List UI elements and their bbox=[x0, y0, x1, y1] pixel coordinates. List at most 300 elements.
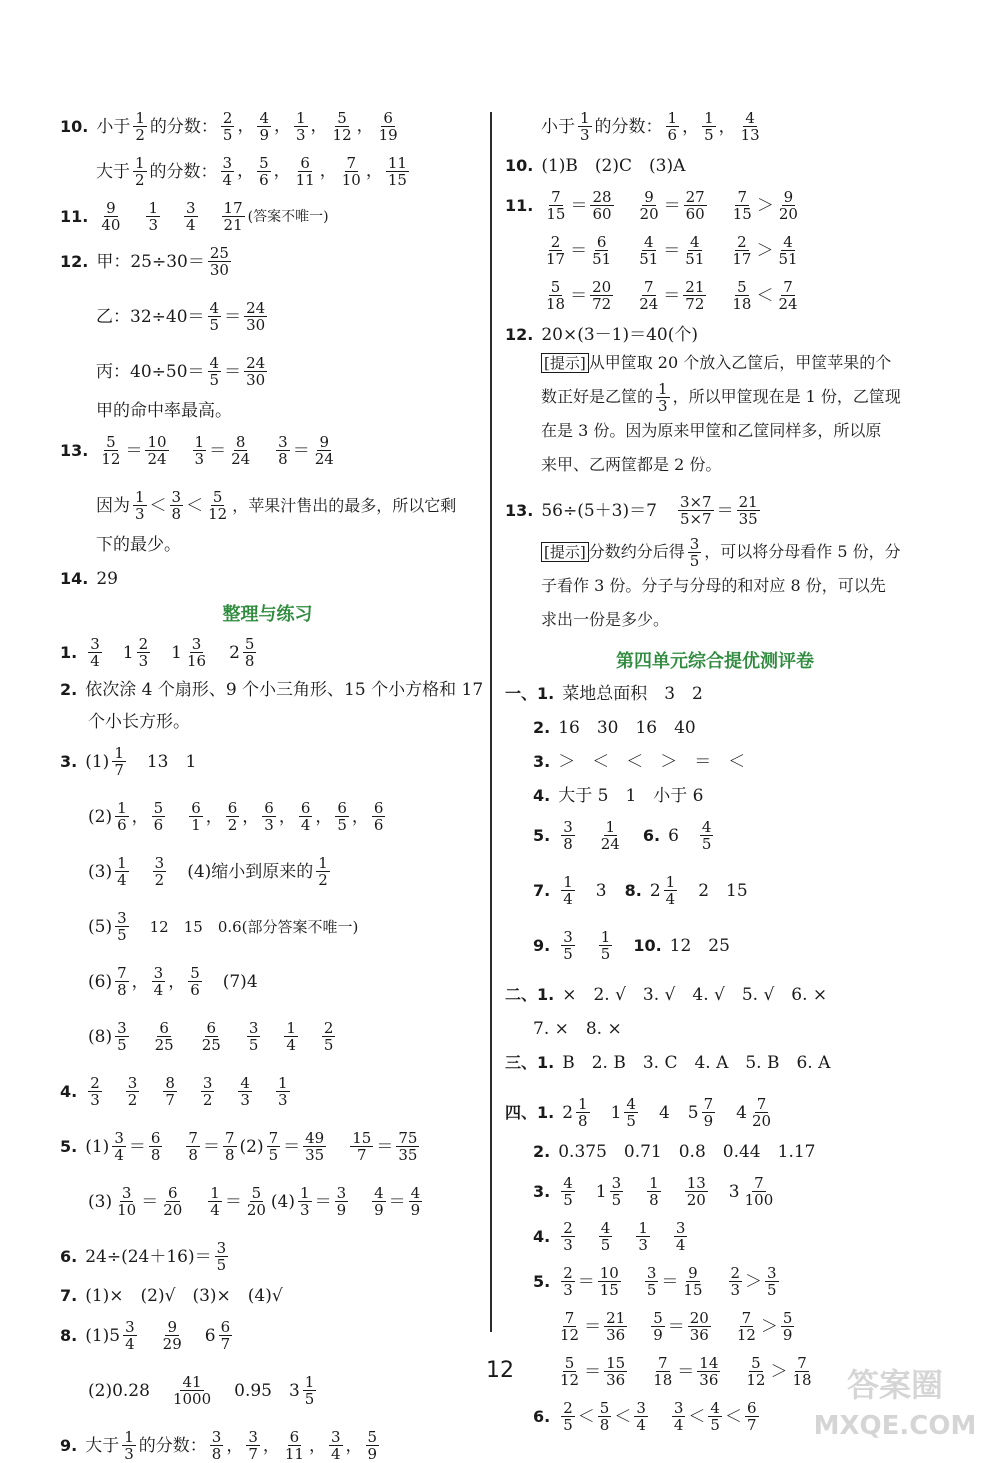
denominator: 3 bbox=[563, 1281, 573, 1299]
denominator: 10 bbox=[117, 1201, 137, 1219]
fraction bbox=[561, 1400, 575, 1433]
fraction bbox=[299, 800, 313, 833]
numerator: 8 bbox=[165, 1074, 175, 1092]
fraction bbox=[298, 1185, 312, 1218]
denominator: 4 bbox=[114, 1146, 124, 1164]
fraction bbox=[257, 155, 271, 188]
q13-text1: 因为 bbox=[96, 495, 130, 516]
fraction bbox=[146, 200, 160, 233]
fraction bbox=[215, 1240, 229, 1273]
r3-3: (3) bbox=[88, 861, 113, 882]
fraction bbox=[598, 1400, 612, 1433]
numerator: 6 bbox=[337, 799, 347, 817]
r5-3: (3) bbox=[88, 1191, 113, 1212]
t1-label: 一、1. bbox=[505, 684, 555, 703]
numerator: 14 bbox=[699, 1354, 719, 1372]
denominator: 15 bbox=[599, 1281, 619, 1299]
rq11-label: 11. bbox=[505, 195, 534, 215]
r5-label: 5. bbox=[60, 1136, 78, 1156]
numerator: 20 bbox=[592, 278, 612, 296]
fraction bbox=[244, 355, 267, 388]
t4-2-line bbox=[505, 1141, 925, 1163]
q14-line bbox=[60, 568, 475, 590]
rq12-hint-2b: ，所以甲筐现在是 1 份，乙筐现 bbox=[672, 387, 901, 406]
denominator: 7 bbox=[114, 761, 124, 779]
rq10-label: 10. bbox=[505, 156, 534, 175]
numerator: 10 bbox=[147, 433, 167, 451]
denominator: 4 bbox=[222, 171, 233, 189]
numerator: 4 bbox=[240, 1074, 250, 1092]
r3-2-line: (2) $\frac{1}{6}$ ， $\frac{5}{6}$ $\frac{6}{1}$ ， $\frac{6}{2}$ ， $\frac{6}{3}$ ， $\frac{6}{4}$ ， $\frac{6}{5}$ ， $\frac{6}{6}$ bbox=[88, 799, 384, 834]
numerator: 9 bbox=[106, 199, 116, 217]
fraction bbox=[208, 355, 222, 388]
numerator: 1 bbox=[300, 1184, 310, 1202]
numerator: 3 bbox=[191, 635, 202, 653]
denominator: 5 bbox=[304, 1390, 315, 1408]
fraction bbox=[208, 245, 231, 278]
numerator: 2 bbox=[550, 233, 561, 251]
numerator: 5 bbox=[244, 635, 255, 653]
denominator: 5 bbox=[248, 1036, 259, 1054]
denominator: 5 bbox=[216, 1256, 227, 1274]
r7-line bbox=[60, 1285, 475, 1307]
numerator: 3 bbox=[330, 1428, 341, 1446]
denominator: 29 bbox=[162, 1335, 182, 1353]
denominator: 20 bbox=[639, 205, 659, 223]
numerator: 4 bbox=[259, 109, 269, 127]
numerator: 1 bbox=[304, 1373, 315, 1391]
t4-1-line: 四、1. 2 $\frac{1}{8}$ 1 $\frac{4}{5}$ 4 5 $\frac{7}{9}$ 4 $\frac{7}{20}$ bbox=[505, 1095, 772, 1130]
denominator: 12 bbox=[560, 1371, 580, 1389]
q12-yi: 乙：32÷40＝ bbox=[96, 306, 205, 327]
fraction bbox=[737, 494, 760, 527]
denominator: 9 bbox=[336, 1201, 347, 1219]
t4-5-label: 5. bbox=[533, 1271, 551, 1291]
numerator: 3 bbox=[646, 1264, 657, 1282]
numerator: 6 bbox=[227, 799, 238, 817]
fraction bbox=[558, 1310, 581, 1343]
r3-label: 3. bbox=[60, 751, 78, 771]
denominator: 24 bbox=[600, 835, 620, 853]
fraction bbox=[238, 1075, 252, 1108]
fraction bbox=[226, 800, 240, 833]
numerator: 1 bbox=[117, 854, 127, 872]
denominator: 18 bbox=[546, 295, 566, 313]
numerator: 1 bbox=[658, 380, 668, 398]
fraction bbox=[340, 155, 363, 188]
numerator: 3 bbox=[117, 909, 127, 927]
denominator: 4 bbox=[185, 216, 196, 234]
denominator: 25 bbox=[201, 1036, 221, 1054]
numerator: 6 bbox=[373, 799, 384, 817]
denominator: 4 bbox=[636, 1416, 646, 1434]
fraction bbox=[350, 1130, 373, 1163]
denominator: 3 bbox=[90, 1091, 100, 1109]
r3-8: (8) bbox=[88, 1026, 113, 1047]
fraction bbox=[645, 1265, 659, 1298]
fraction bbox=[247, 1020, 261, 1053]
numerator: 7 bbox=[754, 1174, 764, 1192]
numerator: 6 bbox=[300, 154, 310, 172]
t1-8-tail: 2 15 bbox=[698, 880, 748, 901]
denominator: 2 bbox=[127, 1091, 138, 1109]
fraction bbox=[776, 279, 799, 312]
numerator: 5 bbox=[599, 1399, 610, 1417]
fraction bbox=[781, 1310, 795, 1343]
denominator: 30 bbox=[209, 261, 229, 279]
denominator: 7 bbox=[165, 1091, 175, 1109]
rq11-line-1: 11. $\frac{7}{15}$ ＝ $\frac{28}{60}$ $\frac{9}{20}$ ＝ $\frac{27}{60}$ $\frac{7}{15}$ ＞ $\frac{9}{20}$ bbox=[505, 188, 798, 223]
fraction bbox=[777, 189, 800, 222]
t1-6: 6 bbox=[668, 825, 679, 846]
denominator: 11 bbox=[284, 1445, 304, 1463]
fraction bbox=[636, 1220, 650, 1253]
denominator: 60 bbox=[685, 205, 705, 223]
t1-9-label: 9. bbox=[533, 935, 551, 955]
fraction bbox=[590, 189, 613, 222]
numerator: 3 bbox=[222, 154, 233, 172]
fraction bbox=[729, 1265, 743, 1298]
fraction bbox=[604, 1310, 627, 1343]
fraction bbox=[730, 279, 753, 312]
numerator: 8 bbox=[235, 433, 246, 451]
denominator: 5 bbox=[689, 552, 700, 570]
r5-line-2: (3) $\frac{3}{10}$ ＝ $\frac{6}{20}$ $\frac{1}{4}$ ＝ $\frac{5}{20}$ (4) $\frac{1}{3}$ ＝ $\frac{3}{9}$ $\frac{4}{9}$ ＝ $\frac{4}{9}$ bbox=[88, 1184, 421, 1219]
t4-5-line-2: $\frac{7}{12}$ ＝ $\frac{21}{36}$ $\frac{5}{9}$ ＝ $\frac{20}{36}$ $\frac{7}{12}$ ＞ $\frac{5}{9}$ bbox=[560, 1309, 793, 1344]
numerator: 3×7 bbox=[679, 493, 712, 511]
fraction bbox=[735, 1310, 758, 1343]
numerator: 3 bbox=[689, 535, 700, 553]
numerator: 6 bbox=[300, 799, 311, 817]
denominator: 5 bbox=[701, 835, 712, 853]
numerator: 9 bbox=[688, 1264, 698, 1282]
separator: ， bbox=[237, 161, 255, 181]
numerator: 1 bbox=[148, 199, 158, 217]
denominator: 19 bbox=[378, 126, 398, 144]
fraction bbox=[681, 1265, 704, 1298]
fraction bbox=[683, 234, 706, 267]
rq10-text: (1)B (2)C (3)A bbox=[541, 156, 686, 176]
numerator: 5 bbox=[337, 109, 347, 127]
denominator: 20 bbox=[163, 1201, 183, 1219]
t2-line2: 7. × 8. × bbox=[533, 1019, 622, 1039]
numerator: 2 bbox=[737, 233, 747, 251]
denominator: 7 bbox=[220, 1335, 231, 1353]
denominator: 18 bbox=[792, 1371, 812, 1389]
denominator: 3 bbox=[300, 1201, 310, 1219]
denominator: 9 bbox=[653, 1326, 663, 1344]
fraction bbox=[221, 110, 235, 143]
denominator: 9 bbox=[367, 1445, 378, 1463]
t1-2: 16 30 16 40 bbox=[558, 718, 696, 738]
numerator: 2 bbox=[222, 109, 233, 127]
numerator: 1 bbox=[117, 799, 127, 817]
denominator: 1 bbox=[191, 816, 201, 834]
denominator: 5 bbox=[209, 316, 220, 334]
separator: ， bbox=[237, 116, 255, 136]
denominator: 8 bbox=[171, 505, 182, 523]
numerator: 5 bbox=[564, 1354, 575, 1372]
denominator: 5 bbox=[222, 126, 233, 144]
q11-line bbox=[60, 200, 475, 233]
fraction bbox=[664, 874, 678, 907]
t3-text: B 2. B 3. C 4. A 5. B 6. A bbox=[562, 1053, 831, 1073]
q11-values bbox=[96, 200, 247, 233]
denominator: 5 bbox=[209, 371, 220, 389]
fraction bbox=[188, 965, 202, 998]
fraction bbox=[765, 1265, 779, 1298]
q10-greater-values bbox=[218, 155, 412, 188]
rq13-hint bbox=[505, 535, 925, 637]
fraction bbox=[739, 110, 762, 143]
fraction bbox=[88, 636, 102, 669]
numerator: 4 bbox=[690, 233, 700, 251]
numerator: 1 bbox=[210, 1184, 220, 1202]
fraction bbox=[335, 800, 349, 833]
numerator: 2 bbox=[90, 1074, 100, 1092]
denominator: 20 bbox=[752, 1112, 772, 1130]
denominator: 6 bbox=[117, 816, 127, 834]
fraction bbox=[206, 489, 229, 522]
numerator: 5 bbox=[259, 154, 269, 172]
denominator: 5 bbox=[626, 1112, 636, 1130]
fraction bbox=[210, 1429, 224, 1462]
fraction bbox=[193, 434, 207, 467]
t4-3-label: 3. bbox=[533, 1181, 551, 1201]
denominator: 4 bbox=[125, 1335, 135, 1353]
t1-8-label: 8. bbox=[624, 880, 642, 900]
fraction bbox=[610, 1175, 624, 1208]
numerator: 6 bbox=[220, 1318, 231, 1336]
q13-explain-2 bbox=[60, 534, 475, 556]
denominator: 5 bbox=[710, 1416, 720, 1434]
r3-1-line bbox=[60, 745, 475, 778]
numerator: 49 bbox=[305, 1129, 325, 1147]
fraction bbox=[638, 189, 661, 222]
r2-text2: 个小长方形。 bbox=[88, 712, 190, 732]
r3-8-line bbox=[60, 1020, 475, 1053]
numerator: 4 bbox=[701, 818, 712, 836]
q10-greater-tail: 的分数： bbox=[149, 161, 218, 182]
numerator: 15 bbox=[352, 1129, 372, 1147]
fraction bbox=[683, 279, 706, 312]
fraction bbox=[637, 234, 660, 267]
numerator: 5 bbox=[212, 488, 223, 506]
fraction bbox=[678, 494, 714, 527]
q14-label: 14. bbox=[60, 569, 89, 588]
fraction bbox=[702, 1096, 716, 1129]
t1-4: 大于 5 1 小于 6 bbox=[558, 786, 704, 806]
fraction bbox=[656, 381, 670, 414]
r6-text: 24÷(24＋16)＝ bbox=[85, 1246, 212, 1267]
numerator: 4 bbox=[410, 1184, 421, 1202]
numerator: 6 bbox=[289, 1428, 300, 1446]
q12-conclusion-text: 甲的命中率最高。 bbox=[96, 401, 232, 421]
denominator: 18 bbox=[653, 1371, 673, 1389]
denominator: 36 bbox=[606, 1326, 626, 1344]
numerator: 1 bbox=[578, 1095, 588, 1113]
numerator: 27 bbox=[685, 188, 705, 206]
fraction bbox=[672, 1400, 686, 1433]
denominator: 4 bbox=[300, 816, 311, 834]
fraction bbox=[684, 189, 707, 222]
fraction bbox=[267, 1130, 281, 1163]
fraction bbox=[294, 155, 317, 188]
fraction bbox=[688, 1310, 711, 1343]
denominator: 4 bbox=[286, 1036, 296, 1054]
denominator: 3 bbox=[138, 652, 149, 670]
denominator: 4 bbox=[117, 871, 127, 889]
denominator: 8 bbox=[578, 1112, 588, 1130]
numerator: 1 bbox=[638, 1219, 648, 1237]
numerator: 1 bbox=[114, 744, 124, 762]
numerator: 9 bbox=[319, 433, 330, 451]
denominator: 15 bbox=[387, 171, 407, 189]
r8-label: 8. bbox=[60, 1325, 78, 1345]
r2-line bbox=[60, 679, 484, 701]
t1-7-mid: 3 bbox=[595, 880, 607, 901]
denominator: 35 bbox=[398, 1146, 418, 1164]
denominator: 72 bbox=[592, 295, 612, 313]
q11-label: 11. bbox=[60, 206, 89, 226]
fraction bbox=[115, 965, 129, 998]
numerator: 5 bbox=[737, 278, 747, 296]
numerator: 1 bbox=[124, 1428, 134, 1446]
fraction bbox=[624, 1096, 638, 1129]
numerator: 5 bbox=[550, 278, 561, 296]
denominator: 7 bbox=[357, 1146, 367, 1164]
t2-line-2 bbox=[505, 1018, 925, 1040]
r3-1: (1) bbox=[85, 751, 110, 772]
denominator: 7 bbox=[248, 1445, 258, 1463]
t4-4-line bbox=[505, 1220, 925, 1253]
numerator: 4 bbox=[710, 1399, 720, 1417]
denominator: 4 bbox=[90, 652, 100, 670]
denominator: 100 bbox=[744, 1191, 774, 1209]
denominator: 5 bbox=[600, 1236, 611, 1254]
numerator: 3 bbox=[154, 854, 165, 872]
q12-bing-line: 丙：40÷50＝ $\frac{4}{5}$ ＝ $\frac{24}{30}$ bbox=[96, 354, 266, 389]
fraction bbox=[599, 1220, 613, 1253]
watermark-logo bbox=[810, 1356, 980, 1446]
fraction bbox=[666, 110, 680, 143]
rq13-hint-1a: 分数约分后得 bbox=[588, 542, 685, 561]
numerator: 3 bbox=[121, 1184, 132, 1202]
numerator: 7 bbox=[224, 1129, 235, 1147]
q12-bing: 丙：40÷50＝ bbox=[96, 361, 205, 382]
r3-3-line bbox=[60, 855, 475, 888]
t2-line-1 bbox=[505, 984, 925, 1006]
r2-text1: 依次涂 4 个扇形、9 个小三角形、15 个小方格和 17 bbox=[85, 680, 484, 700]
fraction bbox=[688, 536, 702, 569]
r5-1: (1) bbox=[85, 1136, 110, 1157]
t4-5-line-3: $\frac{5}{12}$ ＝ $\frac{15}{36}$ $\frac{7}{18}$ ＝ $\frac{14}{36}$ $\frac{5}{12}$ ＞ $\frac{7}{18}$ bbox=[560, 1354, 812, 1389]
denominator: 6 bbox=[153, 816, 164, 834]
denominator: 3 bbox=[194, 450, 205, 468]
q10-less-values bbox=[218, 110, 403, 143]
denominator: 24 bbox=[778, 295, 798, 313]
t3-line bbox=[505, 1052, 925, 1074]
denominator: 5 bbox=[563, 1416, 573, 1434]
fraction bbox=[730, 234, 753, 267]
numerator: 7 bbox=[346, 154, 357, 172]
denominator: 3 bbox=[124, 1445, 134, 1463]
numerator: 3 bbox=[636, 1399, 646, 1417]
numerator: 9 bbox=[644, 188, 654, 206]
t1-3: ＞ ＜ ＜ ＞ ＝ ＜ bbox=[558, 752, 746, 772]
denominator: 9 bbox=[703, 1112, 714, 1130]
fraction bbox=[186, 1130, 200, 1163]
denominator: 5 bbox=[563, 1191, 573, 1209]
numerator: 9 bbox=[783, 188, 794, 206]
fraction bbox=[161, 1185, 184, 1218]
fraction bbox=[115, 1185, 138, 1218]
fraction bbox=[283, 1429, 306, 1462]
denominator: 24 bbox=[231, 450, 251, 468]
t4-5-line-1: 5. $\frac{2}{3}$ ＝ $\frac{10}{15}$ $\frac{3}{5}$ ＝ $\frac{9}{15}$ $\frac{2}{3}$ ＞ $\frac{3}{5}$ bbox=[533, 1264, 777, 1299]
r9-text: 大于 bbox=[85, 1435, 120, 1456]
denominator: 4 bbox=[673, 1416, 684, 1434]
rq13-hint-3: 求出一份是多少。 bbox=[541, 610, 670, 629]
denominator: 12 bbox=[736, 1326, 756, 1344]
r6-line bbox=[60, 1240, 475, 1273]
fraction bbox=[137, 636, 151, 669]
numerator: 1 bbox=[665, 873, 676, 891]
denominator: 2 bbox=[154, 871, 165, 889]
numerator: 7 bbox=[797, 1354, 807, 1372]
denominator: 21 bbox=[223, 216, 243, 234]
q10-less-text: 小于 bbox=[96, 116, 131, 137]
fraction bbox=[599, 819, 622, 852]
denominator: 6 bbox=[373, 816, 384, 834]
numerator: 2 bbox=[730, 1264, 741, 1282]
denominator: 2 bbox=[202, 1091, 213, 1109]
fraction bbox=[208, 300, 222, 333]
numerator: 3 bbox=[216, 1239, 227, 1257]
fraction bbox=[99, 434, 122, 467]
denominator: 24 bbox=[147, 450, 167, 468]
denominator: 8 bbox=[599, 1416, 610, 1434]
separator: ， bbox=[356, 116, 374, 136]
numerator: 1 bbox=[649, 1174, 659, 1192]
numerator: 3 bbox=[125, 1318, 135, 1336]
fraction bbox=[674, 1220, 688, 1253]
rq12-hint bbox=[505, 346, 925, 482]
numerator: 3 bbox=[171, 488, 182, 506]
numerator: 5 bbox=[190, 964, 200, 982]
numerator: 21 bbox=[738, 493, 758, 511]
fraction bbox=[561, 819, 575, 852]
t1-2-label: 2. bbox=[533, 718, 551, 737]
denominator: 5 bbox=[600, 945, 611, 963]
numerator: 21 bbox=[685, 278, 705, 296]
t1-7-label: 7. bbox=[533, 880, 551, 900]
r8-2-mid: 0.95 3 bbox=[234, 1380, 300, 1401]
q10-greater-text: 大于 bbox=[96, 161, 130, 182]
fraction bbox=[561, 1220, 575, 1253]
denominator: 51 bbox=[685, 250, 705, 268]
numerator: 3 bbox=[278, 433, 288, 451]
numerator: 24 bbox=[246, 299, 266, 317]
less-third-text: 小于 bbox=[541, 116, 575, 137]
denominator: 51 bbox=[778, 250, 798, 268]
t4-3-line: 3. $\frac{4}{5}$ 1 $\frac{3}{5}$ $\frac{1}{8}$ $\frac{13}{20}$ 3 $\frac{7}{100}$ bbox=[533, 1174, 774, 1209]
denominator: 15 bbox=[683, 1281, 703, 1299]
fraction bbox=[149, 1130, 163, 1163]
fraction bbox=[651, 1310, 665, 1343]
fraction bbox=[189, 800, 203, 833]
t3-label: 三、1. bbox=[505, 1053, 555, 1072]
